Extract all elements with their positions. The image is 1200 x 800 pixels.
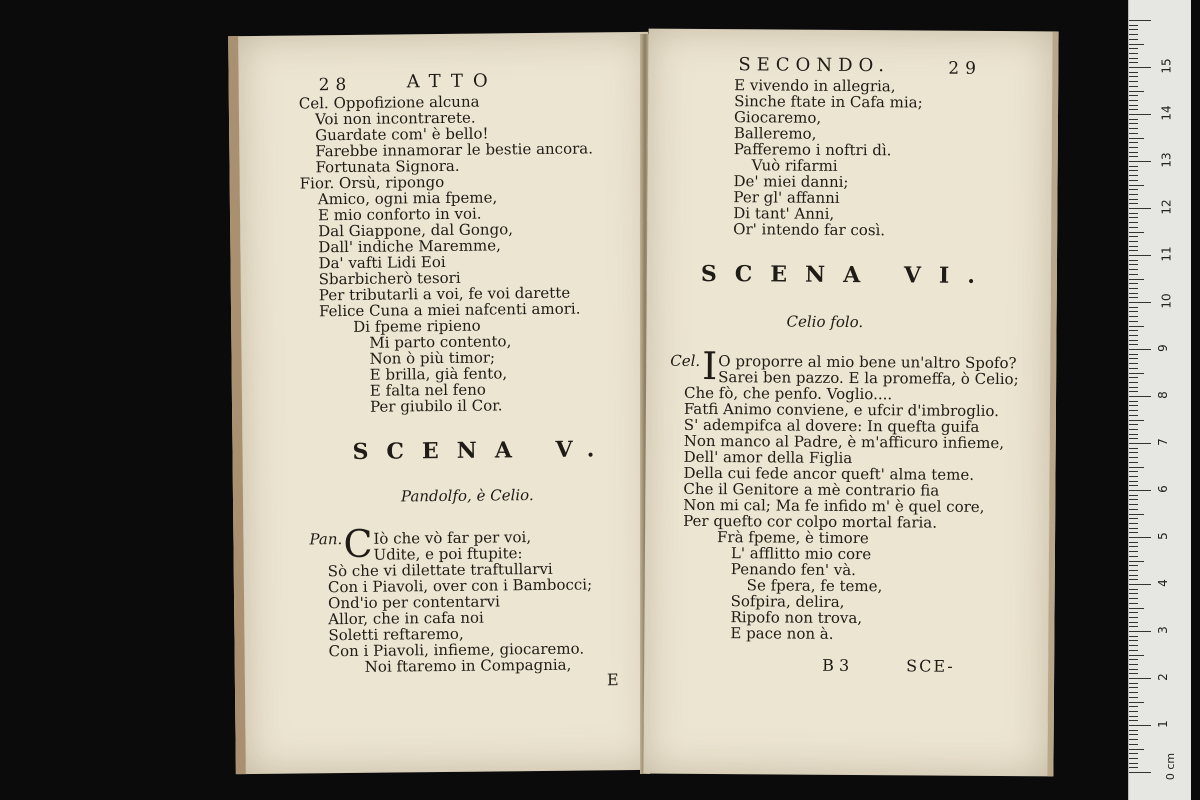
ruler-tick <box>1129 683 1138 684</box>
ruler-tick <box>1129 556 1138 557</box>
ruler-tick <box>1129 673 1138 674</box>
ruler-tick <box>1129 584 1151 585</box>
ruler-tick <box>1129 260 1138 261</box>
ruler-tick <box>1129 622 1138 623</box>
left-page <box>228 32 656 774</box>
ruler-tick <box>1129 330 1138 331</box>
text-line: Dal Giappone, dal Gongo, <box>318 220 514 241</box>
ruler-tick <box>1129 91 1144 92</box>
ruler-number: 13 <box>1159 152 1174 168</box>
ruler-tick <box>1129 640 1138 641</box>
text-line: Udite, e poi ftupite: <box>373 544 523 564</box>
ruler-tick <box>1129 119 1138 120</box>
text-line: Che fò, che penfo. Voglio.... <box>684 383 893 404</box>
ruler-tick <box>1129 415 1138 416</box>
ruler-tick <box>1129 471 1138 472</box>
ruler-tick <box>1129 302 1151 303</box>
text-line: Felice Cuna a miei nafcenti amori. <box>318 299 581 321</box>
ruler-tick <box>1129 528 1138 529</box>
ruler-tick <box>1129 420 1144 421</box>
ruler-tick <box>1129 72 1138 73</box>
text-line: Non ò più timor; <box>369 348 496 368</box>
ruler-tick <box>1129 316 1138 317</box>
ruler-tick <box>1129 269 1138 270</box>
ruler-tick <box>1129 490 1151 491</box>
ruler-tick <box>1129 401 1138 402</box>
ruler-number: 3 <box>1155 626 1170 634</box>
ruler-tick <box>1129 203 1138 204</box>
ruler-tick <box>1129 62 1138 63</box>
ruler-tick <box>1129 711 1138 712</box>
ruler-tick <box>1129 39 1138 40</box>
ruler-tick <box>1129 199 1138 200</box>
text-line: Sarei ben pazzo. E la promeffa, ò Celio; <box>718 368 1019 389</box>
text-line: Frà fpeme, è timore <box>716 528 869 548</box>
text-line: De' miei danni; <box>733 172 849 191</box>
ruler-tick <box>1129 264 1138 265</box>
speaker-label: Cel. <box>670 351 701 370</box>
text-line: Guardate com' è bello! <box>315 124 489 145</box>
catchword: E <box>606 670 619 690</box>
ruler-tick <box>1129 744 1138 745</box>
scene-title: SCENA V. <box>352 436 613 465</box>
ruler-tick <box>1129 326 1144 327</box>
ruler-number: 10 <box>1159 293 1174 309</box>
ruler-tick <box>1129 655 1144 656</box>
ruler-tick <box>1129 387 1138 388</box>
ruler-number: 7 <box>1155 438 1170 446</box>
text-line: Che il Genitore a mè contrario fia <box>683 479 940 500</box>
ruler-tick <box>1129 636 1138 637</box>
ruler-tick <box>1129 349 1151 350</box>
ruler-tick <box>1129 575 1138 576</box>
ruler-tick <box>1129 410 1138 411</box>
ruler-number: 1 <box>1155 720 1170 728</box>
ruler-tick <box>1129 570 1138 571</box>
ruler-tick <box>1129 753 1138 754</box>
text-line: Di fpeme ripieno <box>353 316 481 336</box>
ruler-tick <box>1129 448 1138 449</box>
ruler-tick <box>1129 100 1138 101</box>
text-line: Per quefto cor colpo mortal faria. <box>683 511 938 532</box>
ruler-tick <box>1129 504 1138 505</box>
ruler-tick <box>1129 105 1138 106</box>
text-line: Dall' indiche Maremme, <box>318 236 501 257</box>
ruler-tick <box>1129 109 1138 110</box>
ruler-tick <box>1129 650 1138 651</box>
ruler-tick <box>1129 250 1138 251</box>
text-line: Voi non incontrarete. <box>314 108 476 129</box>
text-line: Allor, che in cafa noi <box>328 608 484 629</box>
ruler-number: 14 <box>1159 105 1174 121</box>
ruler-tick <box>1129 631 1151 632</box>
text-line: Giocaremo, <box>733 108 822 127</box>
ruler-tick <box>1129 579 1138 580</box>
ruler-tick <box>1129 532 1138 533</box>
ruler-tick <box>1129 485 1138 486</box>
ruler-tick <box>1129 518 1138 519</box>
ruler-tick <box>1129 434 1138 435</box>
ruler-tick <box>1129 142 1138 143</box>
page-number: 28 <box>318 74 353 96</box>
ruler-tick <box>1129 598 1138 599</box>
ruler-tick <box>1129 67 1151 68</box>
ruler-tick <box>1129 123 1138 124</box>
ruler-tick <box>1129 551 1138 552</box>
ruler-tick <box>1129 25 1138 26</box>
scene-title: SCENA VI. <box>700 260 994 289</box>
ruler-tick <box>1129 462 1138 463</box>
ruler-tick <box>1129 664 1138 665</box>
text-line: E pace non à. <box>730 624 834 643</box>
ruler-tick <box>1129 189 1138 190</box>
text-line: Con i Piavoli, over con i Bambocci; <box>327 575 593 597</box>
ruler-tick <box>1129 645 1138 646</box>
ruler-tick <box>1129 166 1138 167</box>
ruler-tick <box>1129 692 1138 693</box>
speaker-label: Pan. <box>309 530 343 549</box>
ruler-tick <box>1129 29 1138 30</box>
ruler-tick <box>1129 335 1138 336</box>
ruler-tick <box>1129 194 1138 195</box>
ruler-tick <box>1129 499 1138 500</box>
text-line: Sofpira, delira, <box>730 592 845 611</box>
running-head: ATTO <box>406 70 498 93</box>
drop-cap: C <box>343 521 373 567</box>
ruler-tick <box>1129 617 1138 618</box>
ruler-tick <box>1129 147 1138 148</box>
ruler-tick <box>1129 283 1138 284</box>
ruler-tick <box>1129 626 1138 627</box>
ruler-tick <box>1129 542 1138 543</box>
ruler-tick <box>1129 537 1151 538</box>
ruler-tick <box>1129 95 1138 96</box>
ruler-tick <box>1129 706 1138 707</box>
ruler-tick <box>1129 396 1151 397</box>
ruler-number: 2 <box>1155 673 1170 681</box>
ruler-tick <box>1129 438 1138 439</box>
ruler-tick <box>1129 716 1138 717</box>
text-line: Di tant' Anni, <box>733 204 835 223</box>
ruler-tick <box>1129 382 1138 383</box>
text-line: Cel. Oppofizione alcuna <box>298 92 480 113</box>
ruler-tick <box>1129 213 1138 214</box>
signature-mark: B 3 <box>822 655 850 675</box>
text-line: Amico, ogni mia fpeme, <box>317 188 498 209</box>
text-line: Per giubilo il Cor. <box>369 396 503 416</box>
ruler-tick <box>1129 476 1138 477</box>
text-line: Per gl' affanni <box>733 188 840 207</box>
ruler-tick <box>1129 678 1151 679</box>
ruler-tick <box>1129 34 1138 35</box>
ruler-tick <box>1129 593 1138 594</box>
ruler-tick <box>1129 763 1138 764</box>
text-line: Fior. Orsù, ripongo <box>299 172 445 193</box>
ruler-tick <box>1129 509 1138 510</box>
scene-cast: Pandolfo, è Celio. <box>400 486 534 506</box>
ruler-tick <box>1129 279 1144 280</box>
text-line: Iò che vò far per voi, <box>373 528 532 548</box>
ruler-tick <box>1129 81 1138 82</box>
ruler-number: 5 <box>1155 532 1170 540</box>
ruler-tick <box>1129 495 1138 496</box>
ruler-tick <box>1129 603 1138 604</box>
ruler-tick <box>1129 138 1144 139</box>
text-line: E mio conforto in voi. <box>317 204 482 225</box>
catchword: SCE- <box>906 656 955 676</box>
ruler-tick <box>1129 608 1144 609</box>
text-line: Ond'io per contentarvi <box>327 592 500 613</box>
ruler-number: 9 <box>1155 344 1170 352</box>
ruler-unit-label: 0 cm <box>1164 752 1178 781</box>
ruler-tick <box>1129 358 1138 359</box>
ruler-tick <box>1129 175 1138 176</box>
ruler-tick <box>1129 720 1138 721</box>
ruler-tick <box>1129 697 1138 698</box>
ruler-tick <box>1129 523 1138 524</box>
text-line: Ripofo non trova, <box>730 608 863 628</box>
text-line: Noi ftaremo in Compagnia, <box>364 655 572 676</box>
text-line: Vuò rifarmi <box>751 156 838 175</box>
ruler-tick <box>1129 373 1144 374</box>
ruler-tick <box>1129 241 1138 242</box>
text-line: Non mi cal; Ma fe infido m' è quel core, <box>683 495 985 516</box>
ruler-tick <box>1129 53 1138 54</box>
ruler-tick <box>1129 687 1138 688</box>
ruler-tick <box>1129 467 1144 468</box>
ruler-number: 15 <box>1159 58 1174 74</box>
ruler-tick <box>1129 565 1138 566</box>
ruler-tick <box>1129 156 1138 157</box>
ruler-tick <box>1129 44 1144 45</box>
text-line: Balleremo, <box>733 124 817 143</box>
ruler-tick <box>1129 208 1151 209</box>
ruler-tick <box>1129 344 1138 345</box>
text-line: E brilla, già fento, <box>369 364 508 384</box>
running-head: SECONDO. <box>738 54 891 77</box>
ruler-tick <box>1129 288 1138 289</box>
text-line: Fatfi Animo conviene, e ufcir d'imbroglio. <box>683 399 1000 421</box>
text-line: Penando fen' và. <box>730 560 857 580</box>
ruler-tick <box>1129 321 1138 322</box>
text-line: Pafferemo i noftri dì. <box>733 140 892 160</box>
ruler-tick <box>1129 161 1151 162</box>
ruler-tick <box>1129 546 1138 547</box>
ruler-tick <box>1129 180 1138 181</box>
right-page <box>643 29 1058 777</box>
ruler-tick <box>1129 443 1151 444</box>
ruler-tick <box>1129 368 1138 369</box>
ruler-number: 4 <box>1155 579 1170 587</box>
ruler-tick <box>1129 730 1138 731</box>
text-line: Sò che vi dilettate traftullarvi <box>327 559 553 581</box>
ruler-tick <box>1129 58 1138 59</box>
ruler-tick <box>1129 514 1144 515</box>
ruler-tick <box>1129 274 1138 275</box>
scene-cast: Celio folo. <box>786 312 864 332</box>
ruler-tick <box>1129 133 1138 134</box>
ruler-tick <box>1129 452 1138 453</box>
ruler-tick <box>1129 429 1138 430</box>
ruler-tick <box>1129 561 1144 562</box>
text-line: E vivendo in allegria, <box>734 76 896 96</box>
ruler-tick <box>1129 354 1138 355</box>
text-line: Non manco al Padre, è m'afficuro infieme, <box>683 431 1005 453</box>
ruler-tick <box>1129 20 1151 21</box>
ruler-tick <box>1129 424 1138 425</box>
ruler-tick <box>1129 86 1138 87</box>
text-line: Dell' amor della Figlia <box>683 447 853 468</box>
ruler-tick <box>1129 222 1138 223</box>
text-line: S' adempifca al dovere: In quefta guifa <box>683 415 980 436</box>
text-line: L' afflitto mio core <box>730 544 872 564</box>
ruler-tick <box>1129 758 1138 759</box>
ruler-tick <box>1129 293 1138 294</box>
ruler-tick <box>1129 48 1138 49</box>
ruler-tick <box>1129 405 1138 406</box>
ruler-number: 6 <box>1155 485 1170 493</box>
ruler-tick <box>1129 246 1138 247</box>
ruler-tick <box>1129 227 1138 228</box>
text-line: Farebbe innamorar le bestie ancora. <box>315 139 594 161</box>
ruler-number: 12 <box>1159 199 1174 215</box>
text-line: Soletti reftaremo, <box>328 624 464 645</box>
text-line: Se fpera, fe teme, <box>746 576 883 596</box>
ruler-tick <box>1129 255 1151 256</box>
ruler-tick <box>1129 659 1138 660</box>
ruler-tick <box>1129 669 1138 670</box>
ruler-tick <box>1129 725 1151 726</box>
ruler-tick <box>1129 481 1138 482</box>
ruler-tick <box>1129 377 1138 378</box>
ruler-tick <box>1129 307 1138 308</box>
text-line: Fortunata Signora. <box>315 156 460 177</box>
ruler-tick <box>1129 232 1144 233</box>
text-line: Con i Piavoli, infieme, giocaremo. <box>328 639 585 661</box>
ruler-tick <box>1129 76 1138 77</box>
ruler-tick <box>1129 612 1138 613</box>
ruler-tick <box>1129 702 1144 703</box>
ruler-tick <box>1129 734 1138 735</box>
ruler-tick <box>1129 772 1151 773</box>
ruler-tick <box>1129 311 1138 312</box>
ruler-tick <box>1129 170 1138 171</box>
text-line: Or' intendo far così. <box>733 220 886 240</box>
ruler-tick <box>1129 236 1138 237</box>
text-line: Sinche ftate in Cafa mia; <box>734 92 923 112</box>
ruler-tick <box>1129 297 1138 298</box>
ruler-tick <box>1129 340 1138 341</box>
page-number: 29 <box>948 58 983 79</box>
ruler-tick <box>1129 749 1144 750</box>
ruler-number: 11 <box>1159 246 1174 262</box>
text-line: O proporre al mio bene un'altro Spofo? <box>718 352 1017 373</box>
text-line: Da' vafti Lidi Eoi <box>318 252 446 273</box>
ruler-tick <box>1129 589 1138 590</box>
text-line: E falta nel feno <box>369 380 486 400</box>
ruler-tick <box>1129 128 1138 129</box>
text-line: Per tributarli a voi, fe voi darette <box>318 283 571 305</box>
ruler-tick <box>1129 114 1151 115</box>
ruler-tick <box>1129 185 1144 186</box>
drop-cap: I <box>702 343 718 389</box>
ruler-tick <box>1129 391 1138 392</box>
ruler-number: 8 <box>1155 391 1170 399</box>
ruler-tick <box>1129 217 1138 218</box>
ruler-tick <box>1129 152 1138 153</box>
ruler-tick <box>1129 739 1138 740</box>
measurement-ruler <box>1128 0 1191 800</box>
text-line: Mi parto contento, <box>369 332 512 352</box>
ruler-tick <box>1129 767 1138 768</box>
ruler-tick <box>1129 363 1138 364</box>
text-line: Della cui fede ancor queft' alma teme. <box>683 463 975 484</box>
ruler-tick <box>1129 457 1138 458</box>
text-line: Sbarbicherò tesori <box>318 268 461 289</box>
